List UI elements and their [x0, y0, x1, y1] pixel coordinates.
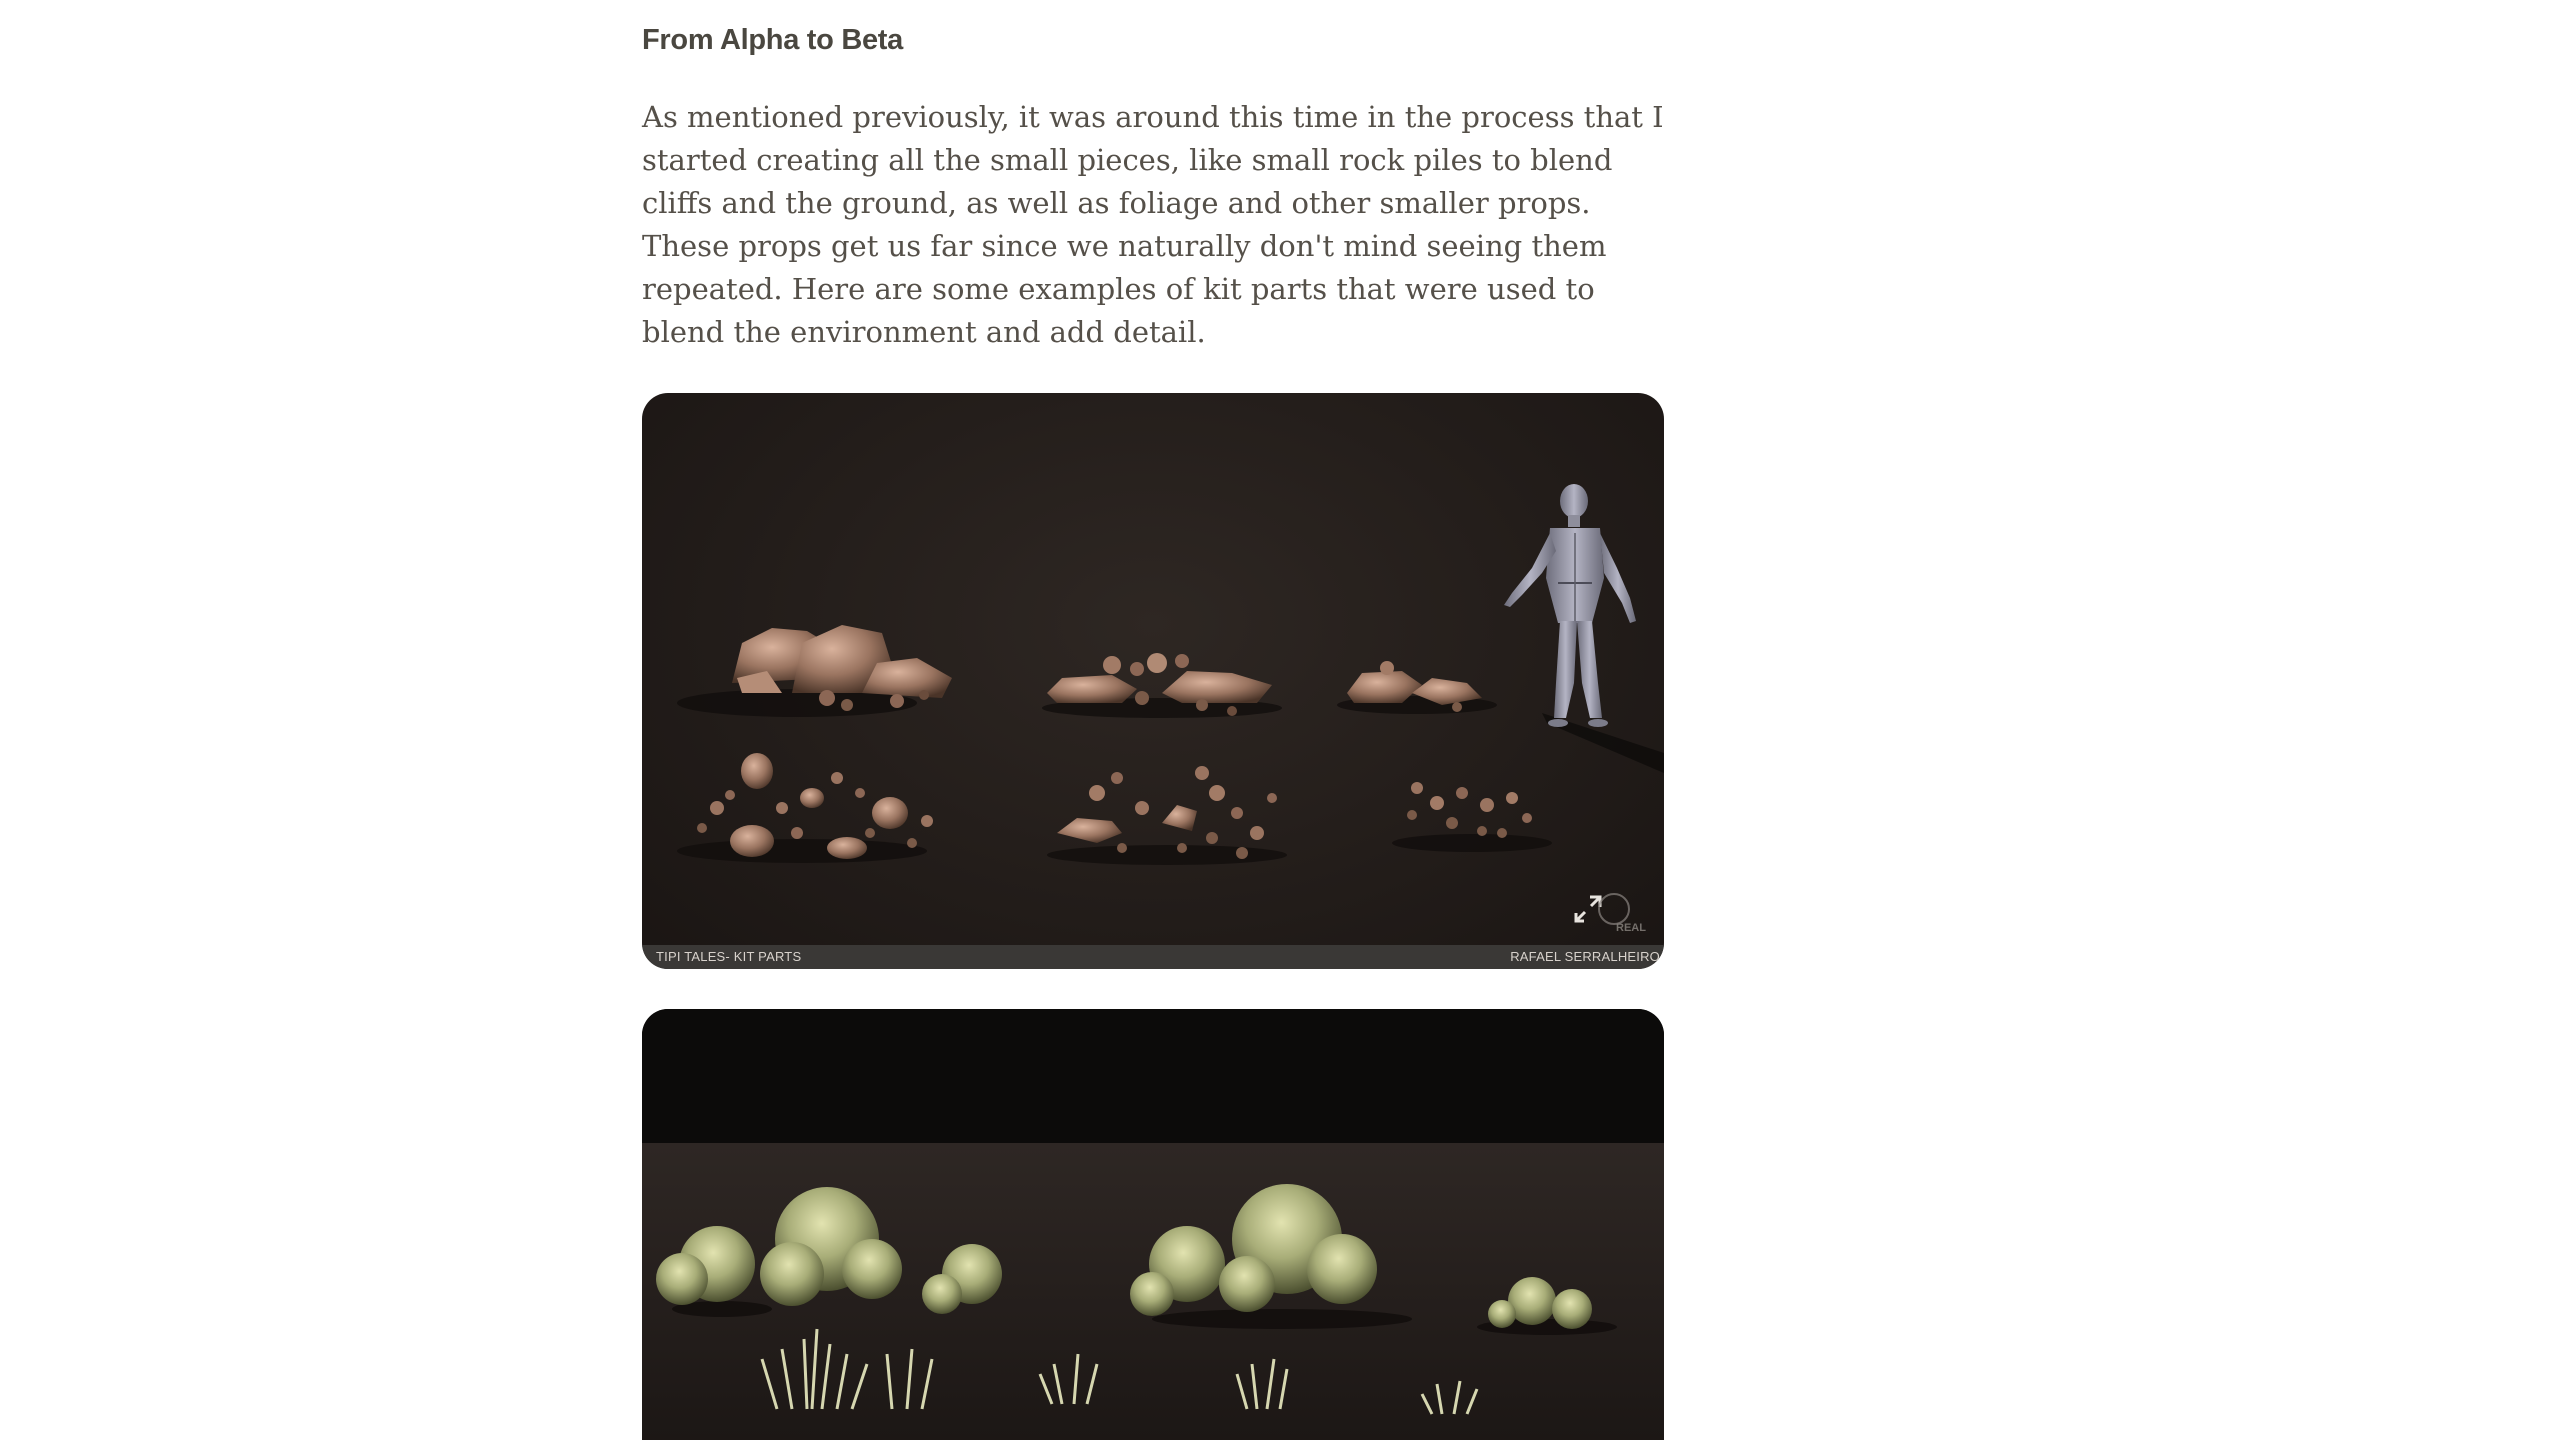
- pebbles-left: [677, 753, 933, 863]
- image-caption-bar: [642, 945, 1664, 969]
- foliage-render: [642, 1009, 1664, 1440]
- image-caption-author: RAFAEL SERRALHEIRO: [1510, 949, 1660, 964]
- pebbles-middle: [1047, 766, 1287, 865]
- kit-parts-image[interactable]: [642, 393, 1664, 969]
- mannequin-figure: [1504, 484, 1664, 773]
- unreal-engine-logo: [1590, 891, 1654, 935]
- rock-pile-medium: [1042, 653, 1282, 718]
- article-paragraph: As mentioned previously, it was around this time in the process that I started creating all the small pieces, like small rock piles to blend cliffs and the ground, as well as foliage and other smaller props. These props get us far since we naturally don't mind seeing them repeated. Here are some examples of kit parts that were used to blend the environment and add detail.: [642, 100, 1664, 349]
- pebbles-right: [1392, 782, 1552, 852]
- kit-parts-render: [642, 393, 1664, 969]
- rock-pile-small: [1337, 661, 1497, 714]
- svg-text:REAL: REAL: [1616, 922, 1646, 934]
- image-caption-title: TIPI TALES- KIT PARTS: [656, 949, 802, 964]
- section-heading: From Alpha to Beta: [642, 24, 903, 56]
- rock-pile-large: [677, 625, 952, 717]
- foliage-image[interactable]: [642, 1009, 1664, 1440]
